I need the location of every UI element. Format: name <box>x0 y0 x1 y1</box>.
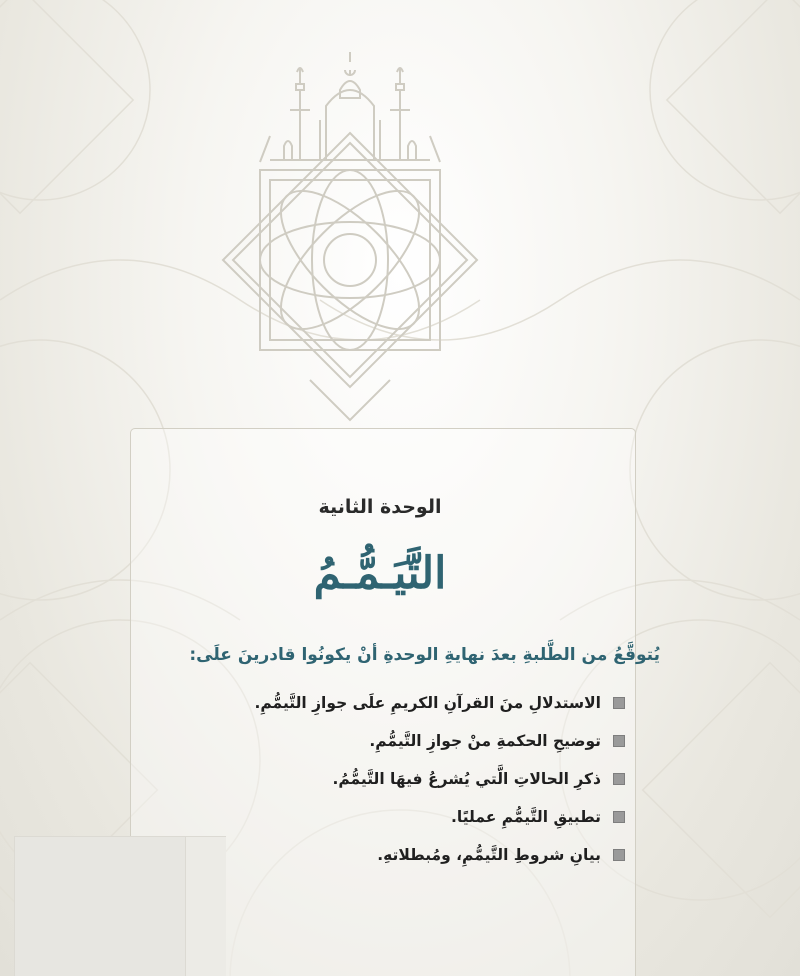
mosque-star-ornament <box>200 50 500 470</box>
square-bullet-icon <box>613 697 625 709</box>
objectives-list <box>200 684 625 874</box>
objective-text: توضيحِ الحكمةِ منْ جوازِ التَّيمُّمِ. <box>369 732 601 750</box>
objective-text: ذكرِ الحالاتِ الَّتي يُشرعُ فيهَا التَّيمُّمُ. <box>332 770 601 788</box>
placeholder-panel-edge <box>186 836 226 976</box>
objective-item <box>200 798 625 836</box>
objective-item <box>200 836 625 874</box>
objective-text: بيانِ شروطِ التَّيمُّمِ، ومُبطلاتهِ. <box>377 846 601 864</box>
placeholder-panel <box>14 836 186 976</box>
square-bullet-icon <box>613 849 625 861</box>
objective-item <box>200 760 625 798</box>
objective-item <box>200 722 625 760</box>
square-bullet-icon <box>613 735 625 747</box>
unit-label: الوحدة الثانية <box>318 496 442 518</box>
unit-title: التَّيَـمُّـمُ <box>313 548 447 599</box>
square-bullet-icon <box>613 773 625 785</box>
square-bullet-icon <box>613 811 625 823</box>
objectives-intro: يُتوقَّعُ من الطَّلبةِ بعدَ نهايةِ الوحدةِ أنْ يكونُوا قادرينَ علَى: <box>189 645 660 665</box>
objective-text: تطبيقِ التَّيمُّمِ عمليًا. <box>450 808 601 826</box>
blank-image-placeholder <box>14 836 226 976</box>
objective-text: الاستدلالِ منَ القرآنِ الكريمِ علَى جوازِ التَّيمُّمِ. <box>254 694 601 712</box>
objective-item <box>200 684 625 722</box>
